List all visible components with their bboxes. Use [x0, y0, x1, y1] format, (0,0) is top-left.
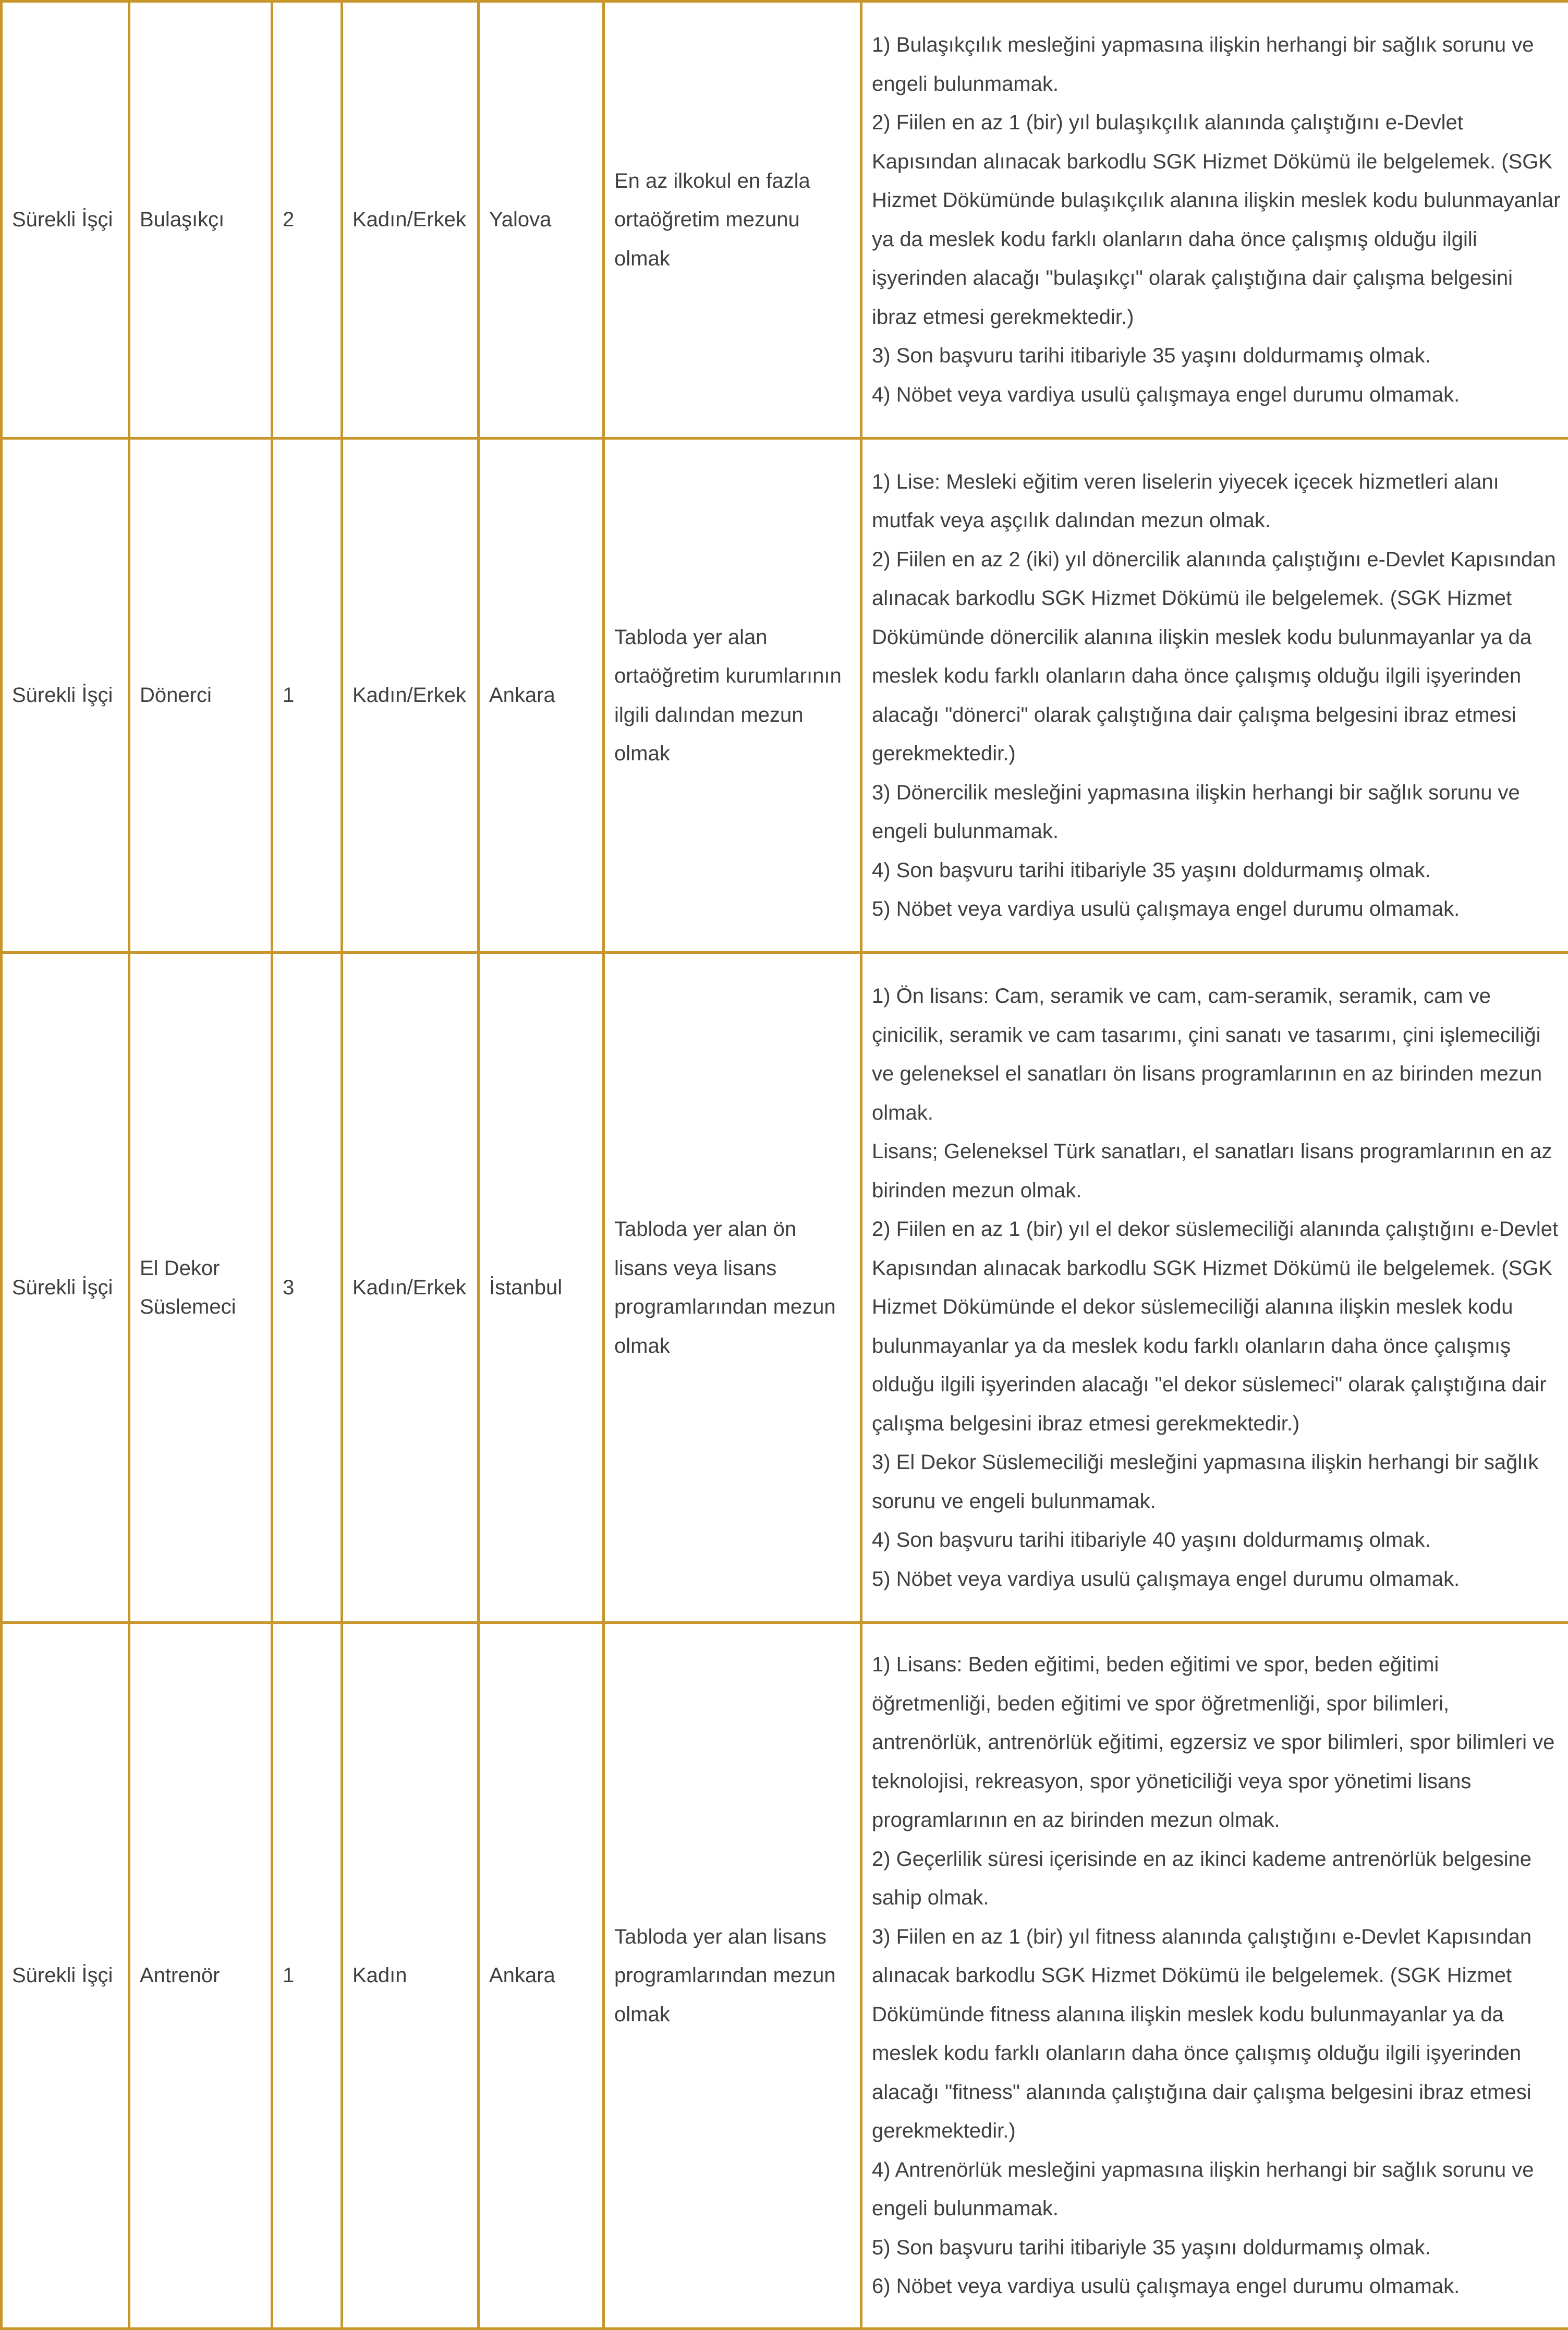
il-cell: İstanbul [479, 953, 604, 1623]
kadro-cell: Sürekli İşçi [2, 953, 129, 1623]
sartlar-cell [861, 953, 1568, 1623]
il-cell: Ankara [479, 1623, 604, 2329]
requirement-line: 3) Fiilen en az 1 (bir) yıl fitness alanında çalıştığını e-Devlet Kapısından alınacak barkodlu SGK Hizmet Dökümü ile belgelemek. (SGK Hizmet Dökümünde fitness alanına ilişkin meslek kodu bulunmayanlar ya da meslek kodu farklı olanların daha önce çalışmış olduğu ilgili işyerinden alacağı "fitness" alanında çalıştığına dair çalışma belgesini ibraz etmesi gerekmektedir.) [872, 1918, 1561, 2151]
ogrenim-cell: En az ilkokul en fazla ortaöğretim mezunu olmak [604, 2, 861, 439]
requirement-line: 5) Nöbet veya vardiya usulü çalışmaya engel durumu olmamak. [872, 890, 1561, 929]
kadro-cell: Sürekli İşçi [2, 1623, 129, 2329]
requirement-line: 4) Nöbet veya vardiya usulü çalışmaya engel durumu olmamak. [872, 375, 1561, 415]
requirement-line: 2) Fiilen en az 1 (bir) yıl bulaşıkçılık alanında çalıştığını e-Devlet Kapısından alınacak barkodlu SGK Hizmet Dökümü ile belgelemek. (SGK Hizmet Dökümünde bulaşıkçılık alanına ilişkin meslek kodu bulunmayanlar ya da meslek kodu farklı olanların daha önce çalışmış olduğu ilgili işyerinden alacağı "bulaşıkçı" olarak çalıştığına dair çalışma belgesini ibraz etmesi gerekmektedir.) [872, 103, 1561, 336]
requirement-line: 1) Ön lisans: Cam, seramik ve cam, cam-seramik, seramik, cam ve çinicilik, seramik ve cam tasarımı, çini sanatı ve tasarımı, çini işlemeciliği ve geleneksel el sanatları ön lisans programlarının en az birinden mezun olmak. [872, 977, 1561, 1132]
table-row [2, 439, 1568, 953]
il-cell: Ankara [479, 439, 604, 953]
table-row [2, 1623, 1568, 2329]
requirement-line: 2) Fiilen en az 1 (bir) yıl el dekor süslemeciliği alanında çalıştığını e-Devlet Kapısından alınacak barkodlu SGK Hizmet Dökümü ile belgelemek. (SGK Hizmet Dökümünde el dekor süslemeciliği alanına ilişkin meslek kodu bulunmayanlar ya da meslek kodu farklı olanların daha önce çalışmış olduğu ilgili işyerinden alacağı "el dekor süslemeci" olarak çalıştığına dair çalışma belgesini ibraz etmesi gerekmektedir.) [872, 1210, 1561, 1443]
sartlar-cell [861, 2, 1568, 439]
requirement-line: 5) Nöbet veya vardiya usulü çalışmaya engel durumu olmamak. [872, 1560, 1561, 1599]
unvan-cell: Antrenör [129, 1623, 272, 2329]
requirement-line: 3) Son başvuru tarihi itibariyle 35 yaşını doldurmamış olmak. [872, 336, 1561, 375]
adet-cell: 2 [272, 2, 342, 439]
requirement-line: 6) Nöbet veya vardiya usulü çalışmaya engel durumu olmamak. [872, 2267, 1561, 2306]
unvan-cell: El Dekor Süslemeci [129, 953, 272, 1623]
cinsiyet-cell: Kadın [342, 1623, 479, 2329]
adet-cell: 1 [272, 439, 342, 953]
requirement-line: 1) Lise: Mesleki eğitim veren liselerin yiyecek içecek hizmetleri alanı mutfak veya aşçılık dalından mezun olmak. [872, 463, 1561, 540]
requirement-line: 5) Son başvuru tarihi itibariyle 35 yaşını doldurmamış olmak. [872, 2228, 1561, 2267]
table-row [2, 2, 1568, 439]
requirement-line: 4) Antrenörlük mesleğini yapmasına ilişkin herhangi bir sağlık sorunu ve engeli bulunmamak. [872, 2151, 1561, 2228]
requirement-line: 2) Fiilen en az 2 (iki) yıl dönercilik alanında çalıştığını e-Devlet Kapısından alınacak barkodlu SGK Hizmet Dökümü ile belgelemek. (SGK Hizmet Dökümünde dönercilik alanına ilişkin meslek kodu bulunmayanlar ya da meslek kodu farklı olanların daha önce çalışmış olduğu ilgili işyerinden alacağı "dönerci" olarak çalıştığına dair çalışma belgesini ibraz etmesi gerekmektedir.) [872, 540, 1561, 773]
requirement-line: 3) El Dekor Süslemeciliği mesleğini yapmasına ilişkin herhangi bir sağlık sorunu ve engeli bulunmamak. [872, 1443, 1561, 1521]
sartlar-cell [861, 439, 1568, 953]
cinsiyet-cell: Kadın/Erkek [342, 953, 479, 1623]
kadro-cell: Sürekli İşçi [2, 2, 129, 439]
requirement-line: 1) Lisans: Beden eğitimi, beden eğitimi ve spor, beden eğitimi öğretmenliği, beden eğitimi ve spor öğretmenliği, spor bilimleri, antrenörlük, antrenörlük eğitimi, egzersiz ve spor bilimleri, spor bilimleri ve teknolojisi, rekreasyon, spor yöneticiliği veya spor yönetimi lisans programlarının en az birinden mezun olmak. [872, 1645, 1561, 1840]
il-cell: Yalova [479, 2, 604, 439]
adet-cell: 3 [272, 953, 342, 1623]
requirement-line: 2) Geçerlilik süresi içerisinde en az ikinci kademe antrenörlük belgesine sahip olmak. [872, 1840, 1561, 1918]
ogrenim-cell: Tabloda yer alan lisans programlarından mezun olmak [604, 1623, 861, 2329]
requirement-line: 3) Dönercilik mesleğini yapmasına ilişkin herhangi bir sağlık sorunu ve engeli bulunmamak. [872, 773, 1561, 851]
ogrenim-cell: Tabloda yer alan ortaöğretim kurumlarının ilgili dalından mezun olmak [604, 439, 861, 953]
requirement-line: 4) Son başvuru tarihi itibariyle 40 yaşını doldurmamış olmak. [872, 1521, 1561, 1560]
cinsiyet-cell: Kadın/Erkek [342, 2, 479, 439]
ogrenim-cell: Tabloda yer alan ön lisans veya lisans programlarından mezun olmak [604, 953, 861, 1623]
cinsiyet-cell: Kadın/Erkek [342, 439, 479, 953]
adet-cell: 1 [272, 1623, 342, 2329]
table-row [2, 953, 1568, 1623]
requirement-line: Lisans; Geleneksel Türk sanatları, el sanatları lisans programlarının en az birinden mezun olmak. [872, 1132, 1561, 1210]
requirement-line: 1) Bulaşıkçılık mesleğini yapmasına ilişkin herhangi bir sağlık sorunu ve engeli bulunmamak. [872, 26, 1561, 103]
unvan-cell: Bulaşıkçı [129, 2, 272, 439]
sartlar-cell [861, 1623, 1568, 2329]
unvan-cell: Dönerci [129, 439, 272, 953]
requirement-line: 4) Son başvuru tarihi itibariyle 35 yaşını doldurmamış olmak. [872, 851, 1561, 890]
kadro-cell: Sürekli İşçi [2, 439, 129, 953]
